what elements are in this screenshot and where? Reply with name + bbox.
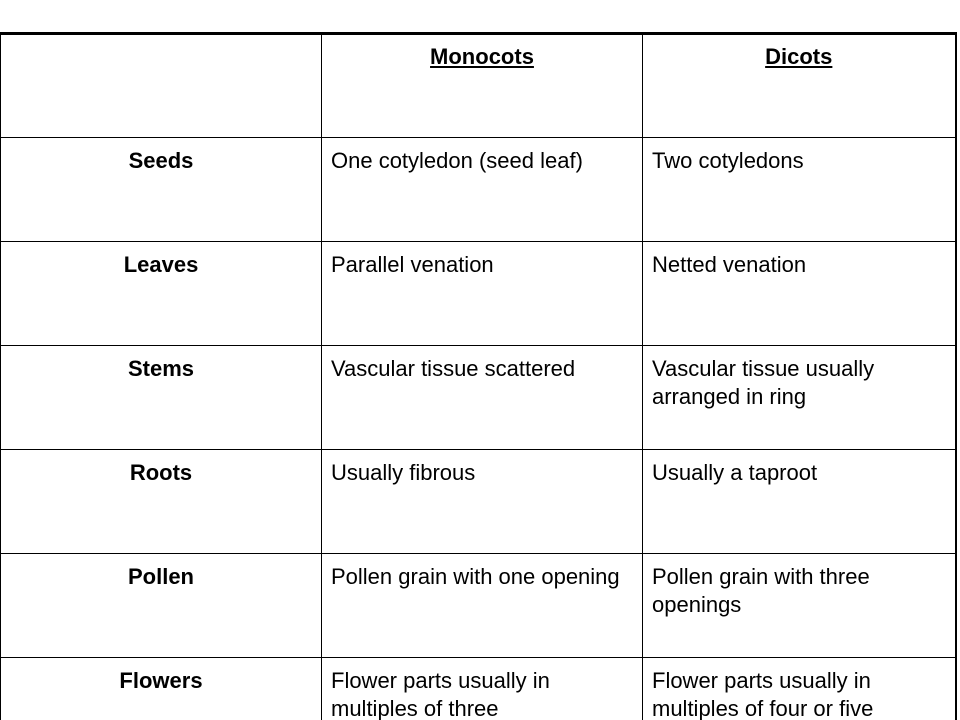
row-label: Flowers <box>1 658 322 720</box>
dicots-cell: Flower parts usually in multiples of four or five <box>643 658 956 720</box>
dicots-cell: Usually a taproot <box>643 450 956 554</box>
table-row-flowers <box>1 658 956 720</box>
row-label: Roots <box>1 450 322 554</box>
dicots-cell: Vascular tissue usually arranged in ring <box>643 346 956 450</box>
table-row-leaves <box>1 242 956 346</box>
monocots-cell: Flower parts usually in multiples of three <box>322 658 643 720</box>
column-header-dicots: Dicots <box>643 34 956 138</box>
monocot-dicot-comparison-table <box>0 32 957 720</box>
corner-cell <box>1 34 322 138</box>
monocots-cell: Vascular tissue scattered <box>322 346 643 450</box>
table-row-stems <box>1 346 956 450</box>
monocots-cell: Pollen grain with one opening <box>322 554 643 658</box>
row-label: Seeds <box>1 138 322 242</box>
table-row-seeds <box>1 138 956 242</box>
column-header-monocots: Monocots <box>322 34 643 138</box>
monocots-cell: One cotyledon (seed leaf) <box>322 138 643 242</box>
dicots-cell: Pollen grain with three openings <box>643 554 956 658</box>
row-label: Stems <box>1 346 322 450</box>
dicots-cell: Netted venation <box>643 242 956 346</box>
row-label: Pollen <box>1 554 322 658</box>
row-label: Leaves <box>1 242 322 346</box>
monocots-cell: Parallel venation <box>322 242 643 346</box>
table-header-row <box>1 34 956 138</box>
dicots-cell: Two cotyledons <box>643 138 956 242</box>
monocots-cell: Usually fibrous <box>322 450 643 554</box>
table-row-pollen <box>1 554 956 658</box>
table-row-roots <box>1 450 956 554</box>
